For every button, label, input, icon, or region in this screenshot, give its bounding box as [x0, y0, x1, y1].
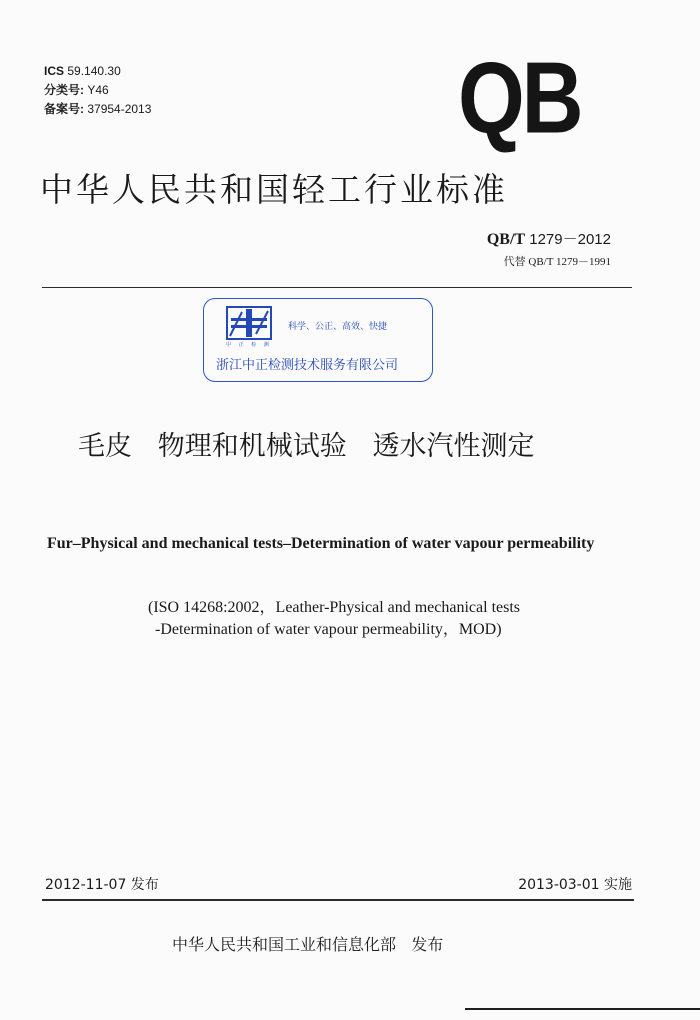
ics-value: 59.140.30: [67, 64, 121, 78]
implementation-date: 2013-03-01 实施: [518, 877, 632, 893]
top-divider: [42, 287, 632, 288]
document-title-cn: 毛皮 物理和机械试验 透水汽性测定: [78, 431, 535, 462]
standard-number: 1279－2012: [529, 231, 611, 248]
issue-date: 2012-11-07 发布: [45, 877, 159, 893]
iso-reference-line1: (ISO 14268:2002，Leather-Physical and mechanical tests: [148, 599, 521, 616]
class-row: [44, 81, 151, 100]
inspection-stamp: [203, 298, 433, 382]
document-title-en: Fur–Physical and mechanical tests–Determination of water vapour permeability: [47, 535, 595, 552]
iso-reference-line2: -Determination of water vapour permeability，MOD): [155, 621, 502, 638]
replaces-note: 代替 QB/T 1279－1991: [503, 256, 611, 268]
standard-number-block: [487, 228, 611, 269]
classification-block: [44, 62, 151, 119]
stamp-company-name: 浙江中正检测技术服务有限公司: [216, 358, 399, 373]
class-value: Y46: [87, 83, 109, 97]
stamp-slogan: 科学、公正、高效、快捷: [288, 322, 388, 332]
qb-logo: QB: [458, 41, 581, 155]
standard-code: QB/T: [486, 231, 526, 248]
company-logo-icon: [226, 306, 272, 340]
record-value: 37954-2013: [87, 102, 152, 116]
scan-edge-line: [465, 1008, 700, 1010]
main-title: 中华人民共和国轻工行业标准: [40, 170, 508, 209]
publisher: 中华人民共和国工业和信息化部 发布: [172, 935, 444, 954]
class-label: 分类号:: [44, 83, 84, 97]
stamp-small-caption: 中 正 检 测: [226, 342, 272, 348]
ics-label: ICS: [44, 64, 65, 78]
iso-reference: [148, 597, 520, 641]
record-row: [44, 100, 151, 119]
ics-row: [44, 62, 151, 81]
record-label: 备案号:: [44, 102, 84, 116]
bottom-divider: [42, 899, 634, 901]
